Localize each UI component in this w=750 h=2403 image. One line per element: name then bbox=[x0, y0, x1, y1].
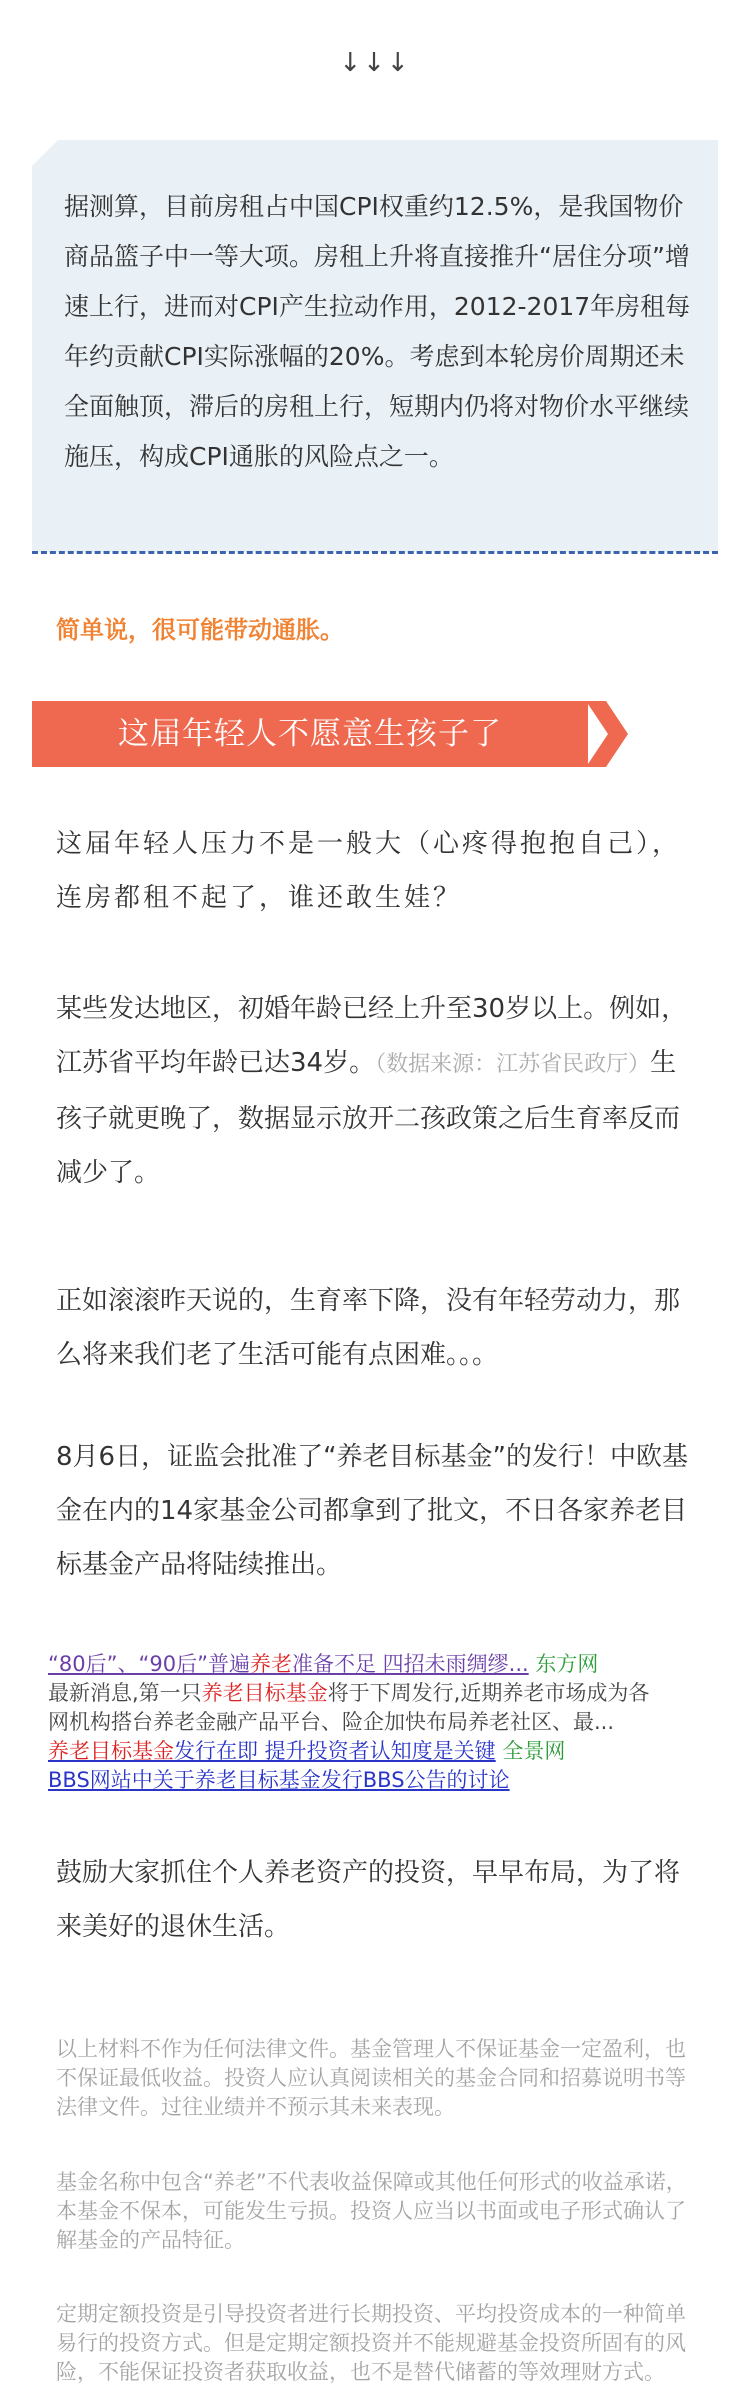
news-link[interactable]: “80后”、“90后”普遍养老准备不足 四招未雨绸缪... bbox=[48, 1652, 529, 1676]
news-source: 东方网 bbox=[535, 1652, 599, 1676]
news-link[interactable]: 养老目标基金发行在即 提升投资者认知度是关键 bbox=[48, 1739, 496, 1763]
data-source-note: （数据来源：江苏省民政厅） bbox=[375, 1052, 651, 1077]
paragraph-text: 某些发达地区，初婚年龄已经上升至30岁以上。例如，江苏省平均年龄已达34岁。 bbox=[56, 994, 688, 1078]
news-snippet: 最新消息,第一只养老目标基金将于下周发行,近期养老市场成为各 bbox=[48, 1681, 650, 1705]
section-title: 这届年轻人不愿意生孩子了 bbox=[118, 716, 502, 752]
news-snippet: 网机构搭台养老金融产品平台、险企加快布局养老社区、最... bbox=[48, 1710, 615, 1734]
quote-dashed-divider bbox=[32, 551, 718, 554]
disclaimer-text: 定期定额投资是引导投资者进行长期投资、平均投资成本的一种简单易行的投资方式。但是定期定额投资并不能规避基金投资所固有的风险，不能保证投资者获取收益，也不是替代储蓄的等效理财方式。 bbox=[56, 2302, 686, 2384]
paragraph-text: 生孩子就更晚了，数据显示放开二孩政策之后生育率反而减少了。 bbox=[56, 1048, 681, 1188]
paragraph: 8月6日，证监会批准了“养老目标基金”的发行！中欧基金在内的14家基金公司都拿到了批文，不日各家养老目标基金产品将陆续推出。 bbox=[56, 1442, 689, 1580]
quote-corner-fold bbox=[32, 140, 58, 166]
paragraph: 这届年轻人压力不是一般大（心疼得抱抱自己），连房都租不起了，谁还敢生娃？ bbox=[56, 829, 682, 913]
news-result[interactable] bbox=[48, 1737, 724, 1766]
news-search-results bbox=[48, 1650, 724, 1792]
paragraph bbox=[56, 982, 696, 1200]
paragraph: 正如滚滚昨天说的，生育率下降，没有年轻劳动力，那么将来我们老了生活可能有点困难。。。 bbox=[56, 1286, 681, 1370]
highlight-summary: 简单说，很可能带动通胀。 bbox=[56, 616, 344, 644]
paragraph: 鼓励大家抓住个人养老资产的投资，早早布局，为了将来美好的退休生活。 bbox=[56, 1858, 681, 1942]
news-link[interactable]: BBS网站中关于养老目标基金发行BBS公告的讨论 bbox=[48, 1768, 510, 1792]
disclaimer-text: 以上材料不作为任何法律文件。基金管理人不保证基金一定盈利，也不保证最低收益。投资人应认真阅读相关的基金合同和招募说明书等法律文件。过往业绩并不预示其未来表现。 bbox=[56, 2037, 686, 2119]
news-result[interactable] bbox=[48, 1650, 724, 1679]
chevron-right-icon bbox=[586, 701, 630, 767]
quote-text: 据测算，目前房租占中国CPI权重约12.5%，是我国物价商品篮子中一等大项。房租上升将直接推升“居住分项”增速上行，进而对CPI产生拉动作用，2012-2017年房租每年约贡献CPI实际涨幅的20%。考虑到本轮房价周期还未全面触顶，滞后的房租上行，短期内仍将对物价水平继续施压，构成CPI通胀的风险点之一。 bbox=[64, 192, 691, 471]
down-arrows-icon: ↓↓↓ bbox=[339, 48, 411, 78]
news-source: 全景网 bbox=[502, 1739, 566, 1763]
disclaimer-text: 基金名称中包含“养老”不代表收益保障或其他任何形式的收益承诺，本基金不保本，可能发生亏损。投资人应当以书面或电子形式确认了解基金的产品特征。 bbox=[56, 2170, 687, 2252]
